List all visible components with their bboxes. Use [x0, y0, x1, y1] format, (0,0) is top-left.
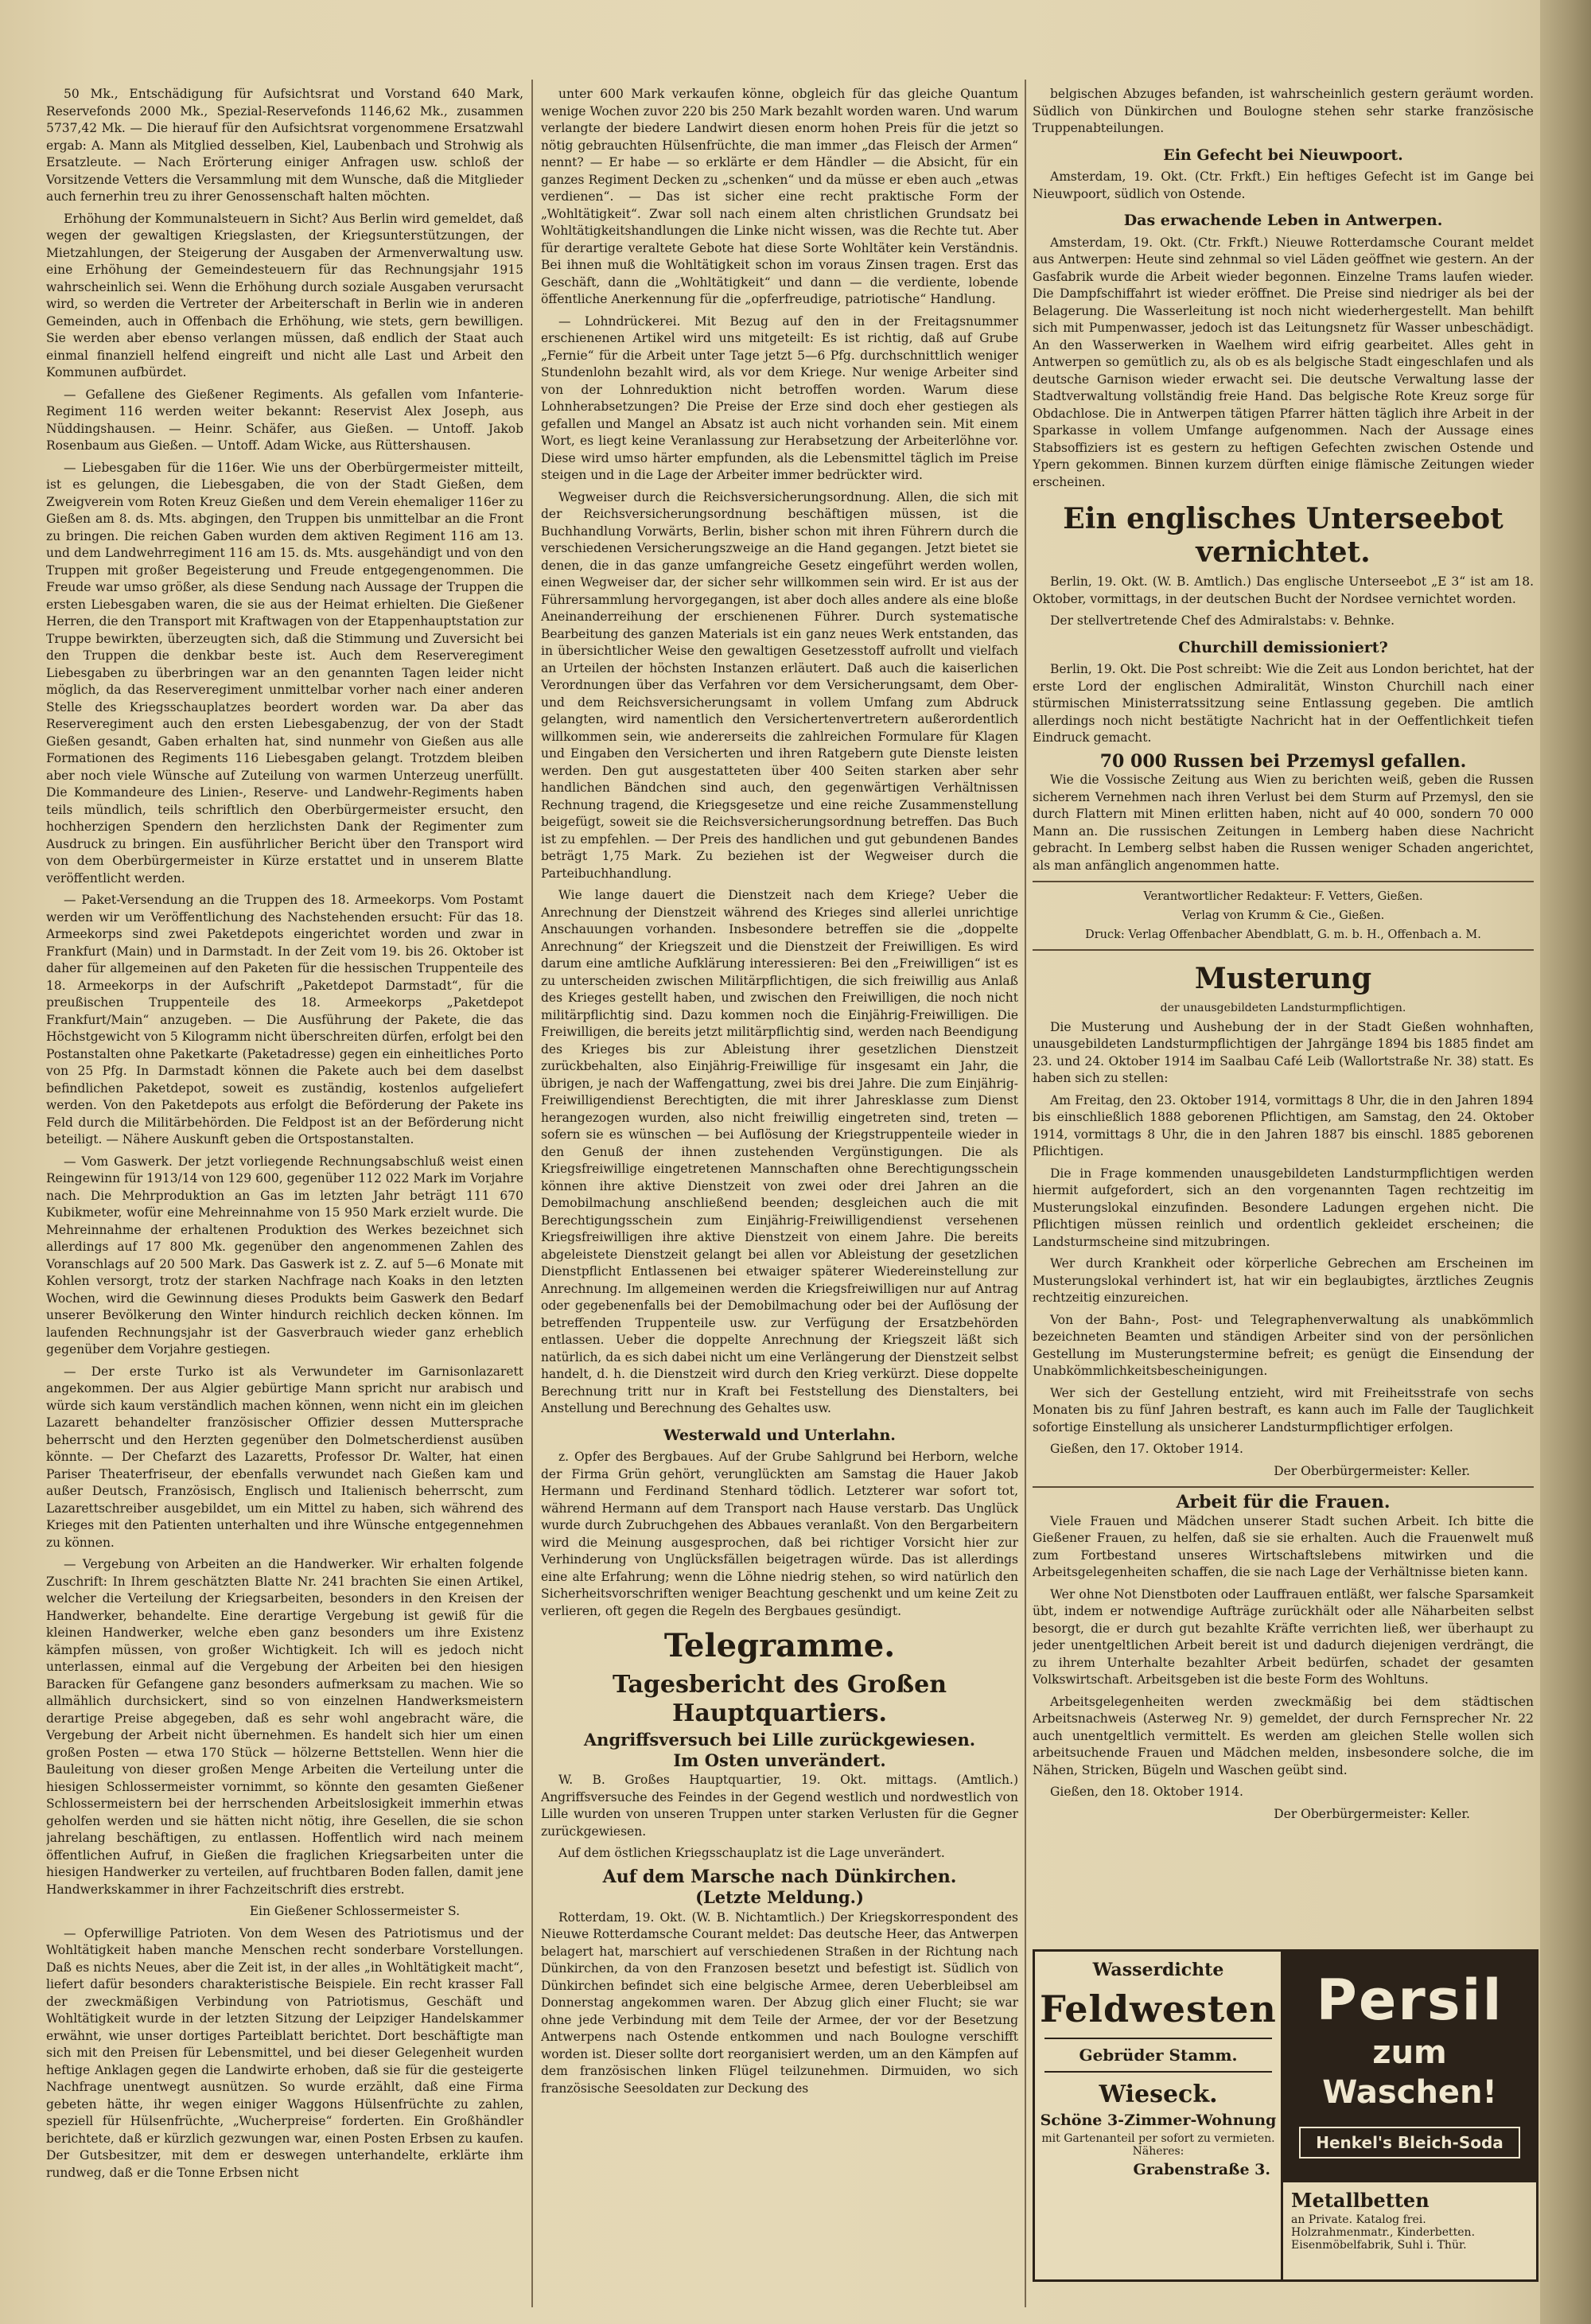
article-paragraph: Rotterdam, 19. Okt. (W. B. Nichtamtlich.) Der Kriegskorrespondent des Nieuwe Rotterdamsche Courant meldet: Das deutsche Heer, das Antwerpen belagert hat, marschiert auf verschiedenen Straßen in der Richtung nach Dünkirchen, da von den Franzosen besetzt und befestigt ist. Südlich von Dünkirchen befindet sich eine belgische Armee, deren Ueberbleibsel am Donnerstag angekommen waren. Der Abzug glich einer Flucht; sie war ohne jede Verbindung mit dem Teile der Armee, der vor der Besetzung Antwerpens nach Ostende entkommen und nach Boulogne verschifft worden ist. Dieser sollte dort reorganisiert werden, um an den Kämpfen auf dem französischen linken Flügel teilzunehmen. Dirmuiden, wo sich französische Seesoldaten zur Deckung des [541, 1909, 1018, 2096]
section-divider [1033, 881, 1534, 882]
article-paragraph: — Opferwillige Patrioten. Von dem Wesen des Patriotismus und der Wohltätigkeit haben manche Menschen recht sonderbare Vorstellungen. Daß es nichts Neues, aber die Zeit ist, in der alles „in Wohltätigkeit macht“, liefert dafür besonders charakteristische Beispiele. Ein recht krasser Fall der zweckmäßigen Verbindung von Patriotismus, Geschäft und Wohltätigkeit wurde in der letzten Sitzung der Leipziger Handelskammer erwähnt, wie unser dortiges Parteiblatt berichtet. Dort beschäftigte man sich mit den Preisen für Lebensmittel, und bei dieser Gelegenheit wurden heftige Anklagen gegen die Landwirte erhoben, daß sie für die gesteigerte Nachfrage unentwegt ausnützen. So wurde erzählt, daß eine Firma gebeten hätte, ihr wegen einiger Waggons Hülsenfrüchte zu zahlen, speziell für Hülsenfrüchte, „Wucherpreise“ forderten. Ein Großhändler berichtete, daß er kürzlich gezwungen war, einen Posten Erbsen zu kaufen. Der Gutsbesitzer, mit dem er deswegen unterhandelte, erklärte ihm rundweg, daß er die Tonne Erbsen nicht [46, 1925, 523, 2180]
article-paragraph: belgischen Abzuges befanden, ist wahrscheinlich gestern geräumt worden. Südlich von Dünkirchen und Boulogne stehen sehr starke französische Truppenabteilungen. [1033, 87, 1534, 135]
ad-metallbetten-detail: an Private. Katalog frei. Holzrahmenmatr., Kinderbetten. Eisenmöbelfabrik, Suhl i. Thür. [1291, 2213, 1476, 2252]
article-paragraph: — Paket-Versendung an die Truppen des 18. Armeekorps. Vom Postamt werden wir um Veröffentlichung des Nachstehenden ersucht: Für das 18. Armeekorps sind zwei Paketdepots eingerichtet worden und zwar in Frankfurt (Main) und in Darmstadt. In der Zeit vom 19. bis 26. Oktober ist daher für allgemeinen auf den Paketen für die hessischen Truppenteile des 18. Armeekorps in der Aufschrift „Paketdepot Darmstadt“, für die preußischen Truppenteile des 18. Armeekorps „Paketdepot Frankfurt/Main“ anzugeben. — Die Ausführung der Pakete, die das Höchstgewicht von 5 Kilogramm nicht überschreiten dürfen, erfolgt bei den Postanstalten ohne Paketkarte (Paketadresse) gegen ein einheitliches Porto von 25 Pfg. In Darmstadt können die Pakete auch bei dem daselbst befindlichen Paketdepot, soweit es zuständig, kostenlos aufgeliefert werden. Von den Paketdepots aus erfolgt die Beförderung der Pakete ins Feld durch die Militärbehörden. Die Feldpost ist an der Beförderung nicht beteiligt. — Nähere Auskunft geben die Ortspostanstalten. [46, 893, 523, 1146]
headline: der unausgebildeten Landsturmpflichtigen. [1160, 1002, 1406, 1014]
ad-wohnung-detail: mit Gartenanteil per sofort zu vermieten. Näheres: [1041, 2132, 1275, 2158]
article-paragraph: 50 Mk., Entschädigung für Aufsichtsrat und Vorstand 640 Mark, Reservefonds 2000 Mk., Spezial-Reservefonds 1146,62 Mk., zusammen 5737,42 Mk. — Die hierauf für den Aufsichtsrat vorgenommene Ersatzwahl ergab: A. Mann als Mitglied desselben, Kiel, Laubenbach und Strohwig als Ersatzleute. — Nach Erörterung einiger Anfragen usw. schloß der Vorsitzende Vetters die Versammlung mit dem Wunsche, daß die Mitglieder auch fernerhin treu zu ihrer Genossenschaft halten möchten. [46, 87, 523, 204]
article-paragraph: Amsterdam, 19. Okt. (Ctr. Frkft.) Ein heftiges Gefecht ist im Gange bei Nieuwpoort, südlich von Ostende. [1033, 169, 1534, 201]
headline: Churchill demissioniert? [1178, 638, 1388, 656]
ad-feldwesten-name: Feldwesten [1040, 1987, 1277, 2030]
article-paragraph: Berlin, 19. Okt. (W. B. Amtlich.) Das englische Unterseebot „E 3“ ist am 18. Oktober, vormittags, in der deutschen Bucht der Nordsee vernichtet worden. [1033, 574, 1534, 606]
headline: Der Oberbürgermeister: Keller. [1274, 1806, 1470, 1821]
ad-feldwesten [1033, 1949, 1284, 2282]
section-divider [1033, 1486, 1534, 1488]
article-paragraph: unter 600 Mark verkaufen könne, obgleich für das gleiche Quantum wenige Wochen zuvor 220 bis 250 Mark bezahlt worden waren. Und warum verlangte der biedere Landwirt diesen enorm hohen Preis für die jetzt so nötig gebrauchten Hülsenfrüchte, die man immer „das Fleisch der Armen“ nennt? — Er habe — so erklärte er dem Händler — die Absicht, für ein ganzes Regiment Decken zu „schenken“ und da müsse er eben auch „etwas verdienen“. — Das ist sicher eine recht praktische Form der „Wohltätigkeit“. Zwar soll nach einem alten christlichen Grundsatz bei Wohltätigkeitshandlungen die Linke nicht wissen, was die Rechte tut. Aber für derartige veraltete Gebote hat diese Sorte Wohltäter kein Verständnis. Bei ihnen muß die Wohltätigkeit schon im voraus Zinsen tragen. Erst das Geschäft, dann die „Wohltätigkeit“ und dann — die verdiente, lobende öffentliche Anerkennung für die „opferfreudige, patriotische“ Handlung. [541, 87, 1018, 306]
headline: 70 000 Russen bei Przemysl gefallen. [1099, 750, 1467, 772]
article-paragraph: Von der Bahn-, Post- und Telegraphenverwaltung als unabkömmlich bezeichneten Beamten und ständigen Arbeiter sind von der persönlichen Gestellung im Musterungstermine befreit; es genügt die Einsendung der Unabkömmlichkeitsbescheinigungen. [1033, 1312, 1534, 1378]
article-paragraph: Erhöhung der Kommunalsteuern in Sicht? Aus Berlin wird gemeldet, daß wegen der gewaltigen Kriegslasten, der Kriegsunterstützungen, der Mietzahlungen, der Steigerung der Ausgaben der Armenverwaltung usw. eine Erhöhung der Gemeindesteuern für das Rechnungsjahr 1915 wahrscheinlich sei. Wenn die Erhöhung durch soziale Ausgaben verursacht wird, so werden die Vertreter der Arbeiterschaft in Berlin wie in anderen Gemeinden, auch in Offenbach die Erhöhung, wie stets, gern bewilligen. Sie werden aber ebenso verlangen müssen, daß endlich der Staat auch einmal finanziell helfend eingreift und nicht alle Last und Arbeit den Kommunen aufbürdet. [46, 211, 523, 380]
article-paragraph: Der stellvertretende Chef des Admiralstabs: v. Behnke. [1050, 613, 1395, 628]
headline: (Letzte Meldung.) [695, 1887, 864, 1907]
article-paragraph: Wie lange dauert die Dienstzeit nach dem Kriege? Ueber die Anrechnung der Dienstzeit während des Krieges sind allerlei unrichtige Anschauungen vorhanden. Insbesondere betreffen sie die „doppelte Anrechnung“ der Kriegszeit und die Dienstzeit der Freiwilligen. Es wird darum eine amtliche Aufklärung interessieren: Bei den „Freiwilligen“ ist es zu unterscheiden zwischen Militärpflichtigen, die sich freiwillig aus Anlaß des Krieges gestellt haben, und zwischen den Freiwilligen, die noch nicht militärpflichtig sind. Dazu kommen noch die Einjährig-Freiwilligen. Die Freiwilligen, die bereits jetzt militärpflichtig sind, werden nach Beendigung des Krieges bis zur Ableistung ihrer gesetzlichen Dienstzeit zurückbehalten, also Einjährig-Freiwillige für insgesamt ein Jahr, die übrigen, je nach der Waffengattung, zwei bis drei Jahre. Die zum Einjährig-Freiwilligendienst Berechtigten, die mit ihrer Jahresklasse zum Dienst herangezogen wurden, also nicht freiwillig eingetreten sind, treten — sofern sie es wünschen — bei Auflösung der Kriegstruppenteile wieder in den Genuß der ihnen zustehenden Vergünstigungen. Die als Kriegsfreiwillige eingetretenen Mannschaften ohne Berechtigungsschein können ihre aktive Dienstzeit von zwei oder drei Jahren an die Demobilmachung anschließend beenden; desgleichen auch die mit Berechtigungsschein zum Einjährig-Freiwilligendienst versehenen Kriegsfreiwilligen ihre aktive Dienstzeit von einem Jahre. Die bereits abgeleistete Dienstzeit gelangt bei allen vor Ableistung der gesetzlichen Dienstpflicht Entlassenen bei etwaiger späterer Wiedereinstellung zur Anrechnung. Im allgemeinen werden die Kriegsfreiwilligen nur auf Antrag oder gegebenenfalls bei der Demobilmachung oder bei der Auflösung der betreffenden Truppenteile usw. zur Verfügung der Ersatzbehörden entlassen. Ueber die doppelte Anrechnung der Kriegszeit läßt sich natürlich, da es sich dabei nicht um eine Verlängerung der Dienstzeit selbst handelt, d. h. die Dienstzeit wird durch den Krieg verkürzt. Diese doppelte Berechnung tritt nur in Kraft bei Feststellung des Dienstalters, bei Anstellung und Berechnung des Gehaltes usw. [541, 888, 1018, 1415]
headline: Tagesbericht des Großen Hauptquartiers. [612, 1671, 947, 1727]
ad-persil-line2: Waschen! [1322, 2074, 1497, 2111]
column-rule [531, 80, 533, 2307]
ad-metallbetten-title: Metallbetten [1291, 2189, 1430, 2212]
headline: Telegramme. [663, 1627, 896, 1664]
headline: Ein Gießener Schlossermeister S. [249, 1904, 460, 1918]
headline: Musterung [1194, 962, 1372, 995]
column-rule [1025, 80, 1026, 2307]
ad-feldwesten-top: Wasserdichte [1092, 1960, 1224, 1980]
headline: Ein Gefecht bei Nieuwpoort. [1163, 146, 1403, 164]
ad-feldwesten-firm: Gebrüder Stamm. [1044, 2038, 1272, 2073]
article-paragraph: Wie die Vossische Zeitung aus Wien zu berichten weiß, geben die Russen sicherem Vernehmen nach ihren Verlust bei dem Sturm auf Przemysl, den sie durch Flattern mit Minen erlitten haben, nicht auf 40 000, sondern 70 000 Mann an. Die russischen Zeitungen in Lemberg haben diese Nachricht gebracht. In Lemberg selbst haben die Russen weniger Schaden angerichtet, als man anfänglich angenommen hatte. [1033, 773, 1534, 873]
article-paragraph: — Vergebung von Arbeiten an die Handwerker. Wir erhalten folgende Zuschrift: In Ihrem geschätzten Blatte Nr. 241 brachten Sie einen Artikel, welcher die Verteilung der Kriegsarbeiten, besonders in den Kreisen der Handwerker, behandelte. Eine derartige Vergebung ist gewiß für die kleinen Handwerker, welche eben ganz besonders um ihre Existenz kämpfen müssen, von großer Wichtigkeit. Ich will es jedoch nicht unterlassen, einmal auf die Vergebung der Arbeiten bei den hiesigen Baracken für Gefangene ganz besonders aufmerksam zu machen. Wie so allmählich durchsickert, sind so von einzelnen Handwerksmeistern derartige Preise abgegeben, daß es sehr wohl angebracht wäre, die Vergebung der Arbeit nicht übernehmen. Es handelt sich hier um einen großen Posten — etwa 170 Stück — hölzerne Bettstellen. Wenn hier die Bauleitung von dieser großen Menge Arbeiten die Verteilung unter die hiesigen Schlossermeister vornimmt, so könnte den gesamten Gießener Schlossermeistern bei der herrschenden Arbeitslosigkeit immerhin etwas geholfen werden und sie hätten nicht nötig, ihre Gesellen, die sie schon jahrelang beschäftigen, zu entlassen. Hoffentlich wird nach meinem öffentlichen Aufruf, in Gießen die fraglichen Kriegsarbeiten unter die hiesigen Handwerker zu verteilen, auf fruchtbaren Boden fallen, damit jene Handwerkskammer in ihrer Fachzeitschrift dies erstrebt. [46, 1557, 523, 1897]
headline: Im Osten unverändert. [673, 1750, 886, 1770]
ad-persil-brand: Persil [1316, 1968, 1503, 2033]
ad-persil [1281, 1949, 1538, 2183]
headline: Verlag von Krumm & Cie., Gießen. [1181, 909, 1385, 922]
article-paragraph: Die in Frage kommenden unausgebildeten Landsturmpflichtigen werden hiermit aufgefordert, sich an den vorgenannten Tagen rechtzeitig im Musterungslokal einzufinden. Besondere Ladungen ergehen nicht. Die Pflichtigen müssen reinlich und ordentlich gekleidet erscheinen; die Landsturmscheine sind mitzubringen. [1033, 1166, 1534, 1249]
article-paragraph: Die Musterung und Aushebung der in der Stadt Gießen wohnhaften, unausgebildeten Landsturmpflichtigen der Jahrgänge 1894 bis 1885 findet am 23. und 24. Oktober 1914 im Saalbau Café Leib (Wallortstraße Nr. 38) statt. Es haben sich zu stellen: [1033, 1019, 1534, 1085]
article-paragraph: Wer durch Krankheit oder körperliche Gebrechen am Erscheinen im Musterungslokal verhindert ist, hat wir ein beglaubigtes, ärztliches Zeugnis rechtzeitig einzureichen. [1033, 1256, 1534, 1305]
article-paragraph: z. Opfer des Bergbaues. Auf der Grube Sahlgrund bei Herborn, welche der Firma Grün gehört, verunglückten am Samstag die Hauer Jakob Hermann und Ferdinand Stenhard tödlich. Letzterer war sofort tot, während Hermann auf dem Transport nach Hause verstarb. Das Unglück wurde durch Zubruchgehen des Abbaues veranlaßt. Von den Bergarbeitern wird die Meinung ausgesprochen, daß bei richtiger Vorsicht hier zur Verhinderung von Unglücksfällen beigetragen würde. Das ist allerdings eine alte Erfahrung; wenn die Löhne niedrig stehen, so wird natürlich den Sicherheitsvorschriften weniger Beachtung geschenkt und um keine Zeit zu verlieren, oft gegen die Regeln des Bergbaues gesündigt. [541, 1450, 1018, 1618]
article-paragraph: Viele Frauen und Mädchen unserer Stadt suchen Arbeit. Ich bitte die Gießener Frauen, zu helfen, daß sie sie erhalten. Auch die Frauenwelt muß zum Fortbestand unseres Wirtschaftslebens mitwirken und die Arbeitsgelegenheiten schaffen, die sie nach Lage der Verhältnisse bieten kann. [1033, 1513, 1534, 1579]
article-paragraph: W. B. Großes Hauptquartier, 19. Okt. mittags. (Amtlich.) Angriffsversuche des Feindes in der Gegend westlich und nordwestlich von Lille wurden von unseren Truppen unter starken Verlusten für die Gegner zurückgewiesen. [541, 1773, 1018, 1839]
ad-persil-maker: Henkel's Bleich-Soda [1299, 2127, 1520, 2159]
headline: Verantwortlicher Redakteur: F. Vetters, Gießen. [1143, 890, 1423, 903]
section-divider [1033, 949, 1534, 951]
article-paragraph: — Gefallene des Gießener Regiments. Als gefallen vom Infanterie-Regiment 116 werden weiter bekannt: Reservist Alex Joseph, aus Nüddingshausen. — Heinr. Schäfer, aus Gießen. — Untoff. Jakob Rosenbaum aus Gießen. — Untoff. Adam Wicke, aus Rüttershausen. [46, 387, 523, 453]
headline: Druck: Verlag Offenbacher Abendblatt, G. m. b. H., Offenbach a. M. [1085, 928, 1481, 941]
ad-persil-line1: zum [1372, 2034, 1447, 2071]
headline: Angriffsversuch bei Lille zurückgewiesen. [583, 1730, 976, 1750]
headline: Arbeit für die Frauen. [1176, 1492, 1391, 1512]
article-paragraph: — Vom Gaswerk. Der jetzt vorliegende Rechnungsabschluß weist einen Reingewinn für 1913/14 von 129 600, gegenüber 112 022 Mark im Vorjahre nach. Die Mehrproduktion an Gas im letzten Jahr beträgt 111 670 Kubikmeter, wofür eine Mehreinnahme von 15 950 Mark erzielt wurde. Die Mehreinnahme der erhaltenen Produktion des Werkes bezeichnet sich allerdings auf 17 800 Mk. gegenüber den angenommenen Zahlen des Voranschlags auf 20 500 Mark. Das Gaswerk ist z. Z. auf 5—6 Monate mit Kohlen versorgt, trotz der starken Nachfrage nach Koaks in den letzten Wochen, wird die Gewinnung dieses Produkts beim Gaswerk den Bedarf unserer Bevölkerung den Winter hindurch reichlich decken können. Im laufenden Rechnungsjahr ist der Gasverbrauch wieder ganz erheblich gegenüber dem Vorjahre gestiegen. [46, 1154, 523, 1357]
article-paragraph: — Liebesgaben für die 116er. Wie uns der Oberbürgermeister mitteilt, ist es gelungen, die Liebesgaben, die von der Stadt Gießen, dem Zweigverein vom Roten Kreuz Gießen und dem Verein ehemaliger 116er zu Gießen am 8. ds. Mts. abgingen, den Truppen bis unmittelbar an die Front zu bringen. Die reichen Gaben wurden dem aktiven Regiment 116 am 13. und dem Landwehrregiment 116 am 15. ds. Mts. ausgehändigt und von den Truppen mit großer Begeisterung und Freude entgegengenommen. Die Freude war umso größer, als diese Sendung nach Aussage der Truppen die ersten Liebesgaben waren, die sie aus der Heimat erhielten. Die Gießener Herren, die den Transport mit Kraftwagen von der Etappenhauptstation zur Truppe bewirkten, überzeugten sich, daß die Stimmung und Zuversicht bei den Truppen die denkbar beste ist. Auch dem Reserveregiment Liebesgaben zu überbringen war an den genannten Tagen leider nicht möglich, da das Reserveregiment unmittelbar vorher nach einer anderen Stelle des Kriegsschauplatzes beordert worden war. Da aber das Reserveregiment auch den ersten Liebesgabenzug, der von der Stadt Gießen gesandt, Gaben erhalten hat, sind nunmehr von Gießen aus alle Formationen des Regiments 116 Liebesgaben gelangt. Trotzdem bleiben aber noch viele Wünsche auf Zuteilung von warmen Unterzeug unerfüllt. Die Kommandeure des Linien-, Reserve- und Landwehr-Regiments haben teils mündlich, teils schriftlich den Oberbürgermeister ersucht, den hochherzigen Spendern den herzlichsten Dank der Regimenter zum Ausdruck zu bringen. Ein ausführlicher Bericht über den Transport wird von dem Oberbürgermeister in Kürze erstattet und in unserem Blatte veröffentlicht werden. [46, 460, 523, 886]
headline: Westerwald und Unterlahn. [663, 1426, 896, 1444]
ad-wohnung-offer: Schöne 3-Zimmer-Wohnung [1040, 2112, 1277, 2129]
headline: Das erwachende Leben in Antwerpen. [1123, 212, 1443, 229]
headline: Der Oberbürgermeister: Keller. [1274, 1463, 1470, 1478]
article-paragraph: — Der erste Turko ist als Verwundeter im Garnisonlazarett angekommen. Der aus Algier gebürtige Mann spricht nur arabisch und würde sich kaum verständlich machen können, wenn nicht ein im gleichen Lazarett behandelter französischer Offizier dessen Muttersprache beherrscht und den Herzten gegenüber den Dolmetscherdienst ausüben könnte. — Der Chefarzt des Lazaretts, Professor Dr. Walter, hat einen Pariser Theaterfriseur, der ebenfalls verwundet nach Gießen kam und außer Deutsch, Französisch, Englisch und Italienisch beherrscht, zum Lazarettschreiber ausgebildet, um ein Mittel zu haben, sich während des Krieges mit den Patienten unterhalten und ihre Wünsche entgegennehmen zu können. [46, 1364, 523, 1550]
headline: Auf dem Marsche nach Dünkirchen. [602, 1866, 957, 1887]
column-2 [541, 86, 1018, 2306]
article-paragraph: Am Freitag, den 23. Oktober 1914, vormittags 8 Uhr, die in den Jahren 1894 bis einschließlich 1888 geborenen Pflichtigen, am Samstag, den 24. Oktober 1914, vormittags 8 Uhr, die in den Jahren 1887 bis einschl. 1885 geborenen Pflichtigen. [1033, 1092, 1534, 1158]
ad-wohnung-address: Grabenstraße 3. [1133, 2161, 1270, 2178]
ad-wieseck-town: Wieseck. [1099, 2081, 1218, 2108]
article-paragraph: Auf dem östlichen Kriegsschauplatz ist die Lage unverändert. [558, 1846, 945, 1860]
article-paragraph: Gießen, den 17. Oktober 1914. [1050, 1442, 1243, 1456]
ad-metallbetten [1281, 2180, 1538, 2282]
headline: Ein englisches Unterseebot vernichtet. [1063, 502, 1503, 569]
article-paragraph: Berlin, 19. Okt. Die Post schreibt: Wie die Zeit aus London berichtet, hat der erste Lord der englischen Admiralität, Winston Churchill nach einer stürmischen Ministerratssitzung seine Entlassung gegeben. Die amtlich allerdings noch nicht bestätigte Nachricht hat in der Oeffentlichkeit tiefen Eindruck gemacht. [1033, 662, 1534, 745]
article-paragraph: Arbeitsgelegenheiten werden zweckmäßig bei dem städtischen Arbeitsnachweis (Asterweg Nr. 9) gemeldet, der durch Fernsprecher Nr. 22 auch unentgeltlich vermittelt. Es werden am gleichen Stelle wollen sich arbeitsuchende Frauen und Mädchen melden, insbesondere solche, die im Nähen, Stricken, Bügeln und Waschen geübt sind. [1033, 1694, 1534, 1777]
article-paragraph: — Lohndrückerei. Mit Bezug auf den in der Freitagsnummer erschienenen Artikel wird uns mitgeteilt: Es ist richtig, daß auf Grube „Fernie“ für die Arbeit unter Tage jetzt 5—6 Pfg. durchschnittlich weniger Stundenlohn bezahlt wird, als vor dem Kriege. Nur wenige Arbeiter sind von der Lohnreduktion nicht betroffen worden. Warum diese Lohnherabsetzungen? Die Preise der Erze sind doch eher gestiegen als gefallen und Mangel an Absatz ist auch nicht vorhanden sein. Mit einem Wort, es liegt keine Veranlassung zur Herabsetzung der Arbeiterlöhne vor. Diese wird umso härter empfunden, als die Lebensmittel täglich im Preise steigen und in die Lage der Arbeiter immer bedrückter wird. [541, 313, 1018, 482]
adjacent-page-edge [1540, 0, 1591, 2324]
article-paragraph: Gießen, den 18. Oktober 1914. [1050, 1785, 1243, 1799]
column-1 [46, 86, 523, 2306]
article-paragraph: Wegweiser durch die Reichsversicherungsordnung. Allen, die sich mit der Reichsversicherungsordnung beschäftigen müssen, ist die Buchhandlung Vorwärts, Berlin, bisher schon mit ihren Führern durch die verschiedenen Versicherungszweige an die Hand gegangen. Jetzt bietet sie denen, die in das ganze umfangreiche Gesetz eingeführt werden wollen, einen Wegweiser dar, der sicher sehr willkommen sein wird. Er ist aus der Führersammlung hervorgegangen, ist aber doch alles andere als eine bloße Aneinanderreihung der erschienenen Führer. Durch systematische Bearbeitung des ganzen Materials ist ein ganz neues Werk entstanden, das in übersichtlicher Weise den gewaltigen Gesetzesstoff aufrollt und vielfach an Urteilen der höchsten Instanzen erläutert. Daß auch die kaiserlichen Verordnungen über das Verfahren vor dem Versicherungsamt, dem Ober- und dem Reichsversicherungsamt in vollem Umfang zum Abdruck gelangten, wird namentlich den Versichertenvertretern außerordentlich willkommen sein, wie andererseits die zahlreichen Formulare für Klagen und Eingaben den Versicherten und ihren Ratgebern gute Dienste leisten werden. Den gut ausgestatteten über 400 Seiten starken aber sehr handlichen Bändchen sind auch, den gegenwärtigen Verhältnissen Rechnung tragend, die Kriegsgesetze und eine reiche Zusammenstellung beigefügt, soweit sie die Reichsversicherungsordnung betreffen. Das Buch ist zu empfehlen. — Der Preis des handlichen und gut gebundenen Bandes beträgt 1,75 Mark. Zu beziehen ist der Wegweiser durch die Parteibuchhandlung. [541, 489, 1018, 881]
article-paragraph: Wer sich der Gestellung entzieht, wird mit Freiheitsstrafe von sechs Monaten bis zu fünf Jahren bestraft, es kann auch im Falle der Tauglichkeit sofortige Einstellung als unsicherer Landsturmpflichtiger erfolgen. [1033, 1385, 1534, 1434]
article-paragraph: Amsterdam, 19. Okt. (Ctr. Frkft.) Nieuwe Rotterdamsche Courant meldet aus Antwerpen: Heute sind zehnmal so viel Läden geöffnet wie gestern. An der Gasfabrik wurde die Arbeit wieder begonnen. Einzelne Trams laufen wieder. Die Dampfschiffahrt ist wieder eröffnet. Die Preise sind niedriger als bei der Belagerung. Die Wasserleitung ist noch nicht wiederhergestellt. Man behilft sich mit Pumpenwasser, jedoch ist das Leitungsnetz für Wasser unbeschädigt. An den Wasserwerken in Waelhem wird eifrig gearbeitet. Alles geht in Antwerpen so gemütlich zu, als ob es als belgische Stadt eingeschlafen und als deutsche Garnison wieder erwacht sei. Die deutsche Verwaltung lasse der Stadtverwaltung vollständig freie Hand. Das belgische Rote Kreuz sorge für Obdachlose. Die in Antwerpen tätigen Pfarrer hätten täglich ihre Arbeit in der Sparkasse in vollem Umfange aufgenommen. Nach der Aussage eines Stabsoffiziers ist es gestern zu heftigen Gefechten zwischen Ostende und Ypern gekommen. Binnen kurzem dürften einige flämische Zeitungen wieder erscheinen. [1033, 235, 1534, 489]
article-paragraph: Wer ohne Not Dienstboten oder Lauffrauen entläßt, wer falsche Sparsamkeit übt, indem er notwendige Aufträge zurückhält oder alle Näharbeiten selbst besorgt, die er durch gut bezahlte Kräfte verrichten ließ, wer überhaupt zu jeder unentgeltlichen Arbeit bereit ist und dadurch diejenigen verdrängt, die zu ihrem Unterhalte bezahlter Arbeit bedürfen, schadet der gesamten Volkswirtschaft. Arbeitsgeben ist die beste Form des Wohltuns. [1033, 1586, 1534, 1687]
